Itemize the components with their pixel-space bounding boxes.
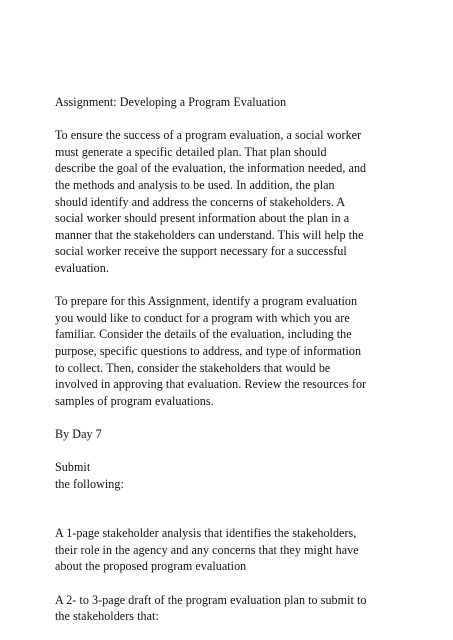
stakeholder-analysis-item: A 1-page stakeholder analysis that identifies the stakeholders, their role in the agency and any concerns that they might have about the proposed program evaluation [55,526,359,574]
spacer [55,111,405,128]
evaluation-plan-item: A 2- to 3-page draft of the program evaluation plan to submit to the stakeholders that: [55,592,367,624]
intro-paragraph: To ensure the success of a program evaluation, a social worker must generate a specific detailed plan. That plan should describe the goal of the evaluation, the information needed, and the methods and analysis to be used. In addition, the plan should identify and address the concerns of stakeholders. A social worker should present information about the plan in a manner that the stakeholders can understand. This will help the social worker receive the support necessary for a successful evaluation. [55,128,367,275]
spacer [55,442,405,459]
document-body [55,94,405,625]
spacer [55,277,405,294]
submit-line: Submit [55,460,91,475]
preparation-paragraph: To prepare for this Assignment, identify a program evaluation you would like to conduct for a program with which you are familiar. Consider the details of the evaluation, including the purpose, specific questions to address, and type of information to collect. Then, consider the stakeholders that would be involved in approving that evaluation. Review the resources for samples of program evaluations. [55,294,367,408]
assignment-title: Assignment: Developing a Program Evaluation [55,95,287,109]
deadline-line: By Day 7 [55,426,102,441]
spacer [55,575,405,592]
spacer [55,492,405,525]
submit-following-line: the following: [55,476,124,491]
spacer [55,409,405,426]
